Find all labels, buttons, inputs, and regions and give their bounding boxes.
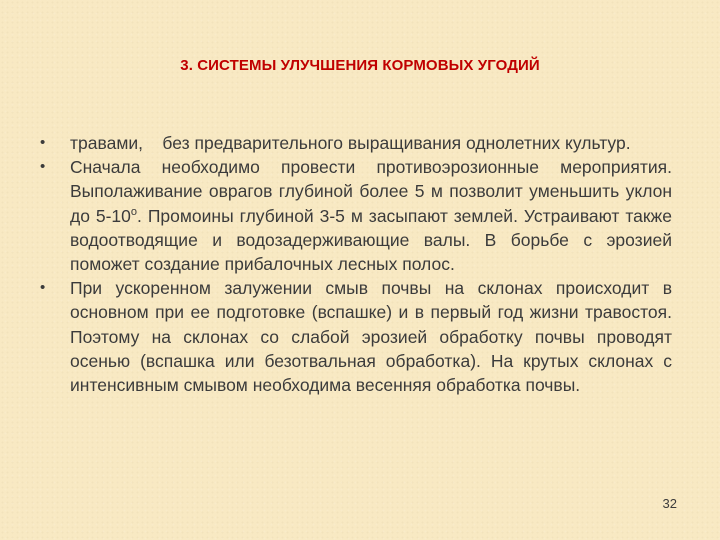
slide-title: 3. СИСТЕМЫ УЛУЧШЕНИЯ КОРМОВЫХ УГОДИЙ [180, 57, 540, 74]
degree-superscript: о [130, 205, 138, 218]
bullet-text: травами, без предварительного выращивания однолетних культур. [70, 133, 631, 153]
bullet-item-accelerated-grassing [40, 276, 672, 397]
page-number: 32 [662, 496, 677, 511]
bullet-icon: • [40, 279, 46, 297]
bullet-text-after: . Промоины глубиной 3-5 м засыпают землей. Устраивают также водоотводящие и водозадерживающие валы. В борьбе с эрозией поможет создание прибалочных лесных полос. [70, 205, 672, 275]
bullet-icon: • [40, 158, 46, 176]
bullet-item-anti-erosion [40, 155, 672, 276]
bullet-icon: • [40, 134, 46, 151]
bullet-text-before: Сначала необходимо провести противоэрозионные мероприятия. Выполаживание оврагов глубиной более 5 м позволит уменьшить уклон до 5-10 [70, 157, 672, 226]
bullet-text: При ускоренном залужении смыв почвы на склонах происходит в основном при ее подготовке (вспашке) и в первый год жизни травостоя. Поэтому на склонах со слабой эрозией обработку почвы проводят осенью (вспашка или безотвальная обработка). На крутых склонах с интенсивным смывом необходима весенняя обработка почвы. [70, 278, 672, 396]
bullet-item-grasses [40, 131, 672, 155]
bullet-list [40, 131, 672, 397]
